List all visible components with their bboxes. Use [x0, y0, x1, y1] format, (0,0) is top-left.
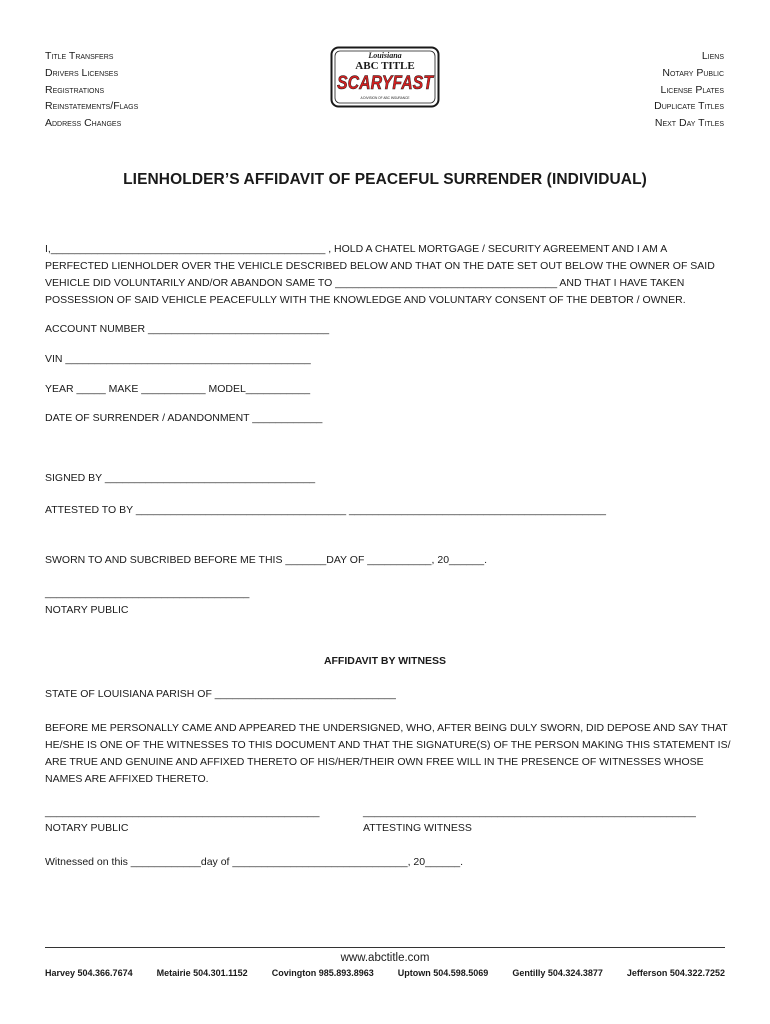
year-make-model-field[interactable]: YEAR _____ MAKE ___________ MODEL___________: [45, 383, 311, 395]
service-item: Reinstatements/Flags: [45, 100, 139, 113]
attested-by-field[interactable]: ATTESTED TO BY ____________________________________ ____________________________________________: [45, 504, 606, 516]
service-item: Notary Public: [662, 66, 724, 79]
footer-divider: [45, 947, 725, 948]
service-item: Address Changes: [45, 117, 122, 130]
intro-paragraph: [45, 241, 735, 309]
date-surrender-field[interactable]: DATE OF SURRENDER / ADANDONMENT ____________: [45, 412, 323, 424]
logo-tagline: A DIVISION OF ABC INSURANCE: [360, 96, 410, 100]
service-item: Registrations: [45, 83, 105, 96]
office-jefferson: Jefferson 504.322.7252: [626, 968, 725, 978]
state-parish-field[interactable]: STATE OF LOUISIANA PARISH OF _______________________________: [45, 688, 396, 700]
office-list: [45, 968, 725, 978]
intro-line: VEHICLE DID VOLUNTARILY AND/OR ABANDON SAME TO ______________________________________ AND THAT I HAVE TAKEN: [45, 277, 685, 289]
document-title: LIENHOLDER’S AFFIDAVIT OF PEACEFUL SURRENDER (INDIVIDUAL): [123, 171, 647, 188]
services-left: [45, 48, 138, 132]
notary-signature-line[interactable]: ___________________________________: [45, 587, 250, 599]
witness-line: HE/SHE IS ONE OF THE WITNESSES TO THIS DOCUMENT AND THAT THE SIGNATURE(S) OF THE PERSON MAKING THIS STATEMENT IS/: [45, 739, 731, 751]
service-item: Duplicate Titles: [654, 100, 724, 113]
attesting-witness-signature-line[interactable]: _________________________________________________________: [363, 806, 696, 818]
abc-title-logo: [330, 46, 440, 108]
intro-line: I,_______________________________________________ , HOLD A CHATEL MORTGAGE / SECURITY AGREEMENT AND I AM A: [45, 243, 668, 255]
office-metairie: Metairie 504.301.1152: [156, 968, 248, 978]
office-harvey: Harvey 504.366.7674: [45, 968, 133, 978]
witness-heading: AFFIDAVIT BY WITNESS: [323, 655, 447, 667]
witness-paragraph: [45, 720, 735, 788]
office-gentilly: Gentilly 504.324.3877: [512, 968, 603, 978]
intro-line: PERFECTED LIENHOLDER OVER THE VEHICLE DESCRIBED BELOW AND THAT ON THE DATE SET OUT BELOW THE OWNER OF SAID: [45, 260, 715, 272]
service-item: Liens: [701, 50, 724, 62]
service-item: Drivers Licenses: [45, 66, 119, 79]
account-number-field[interactable]: ACCOUNT NUMBER _______________________________: [45, 323, 330, 335]
witness-line: BEFORE ME PERSONALLY CAME AND APPEARED THE UNDERSIGNED, WHO, AFTER BEING DULY SWORN, DID DEPOSE AND SAY THAT: [45, 722, 728, 734]
website-link[interactable]: www.abctitle.com: [340, 952, 430, 964]
service-item: Next Day Titles: [654, 117, 724, 130]
logo-top: Louisiana: [368, 51, 402, 60]
witness-line: NAMES ARE AFFIXED THERETO.: [45, 773, 209, 785]
intro-line: POSSESSION OF SAID VEHICLE PEACEFULLY WITH THE KNOWLEDGE AND VOLUNTARY CONSENT OF THE DEBTOR / OWNER.: [45, 294, 686, 306]
services-right: [654, 48, 724, 132]
sworn-statement-field[interactable]: SWORN TO AND SUBCRIBED BEFORE ME THIS _______DAY OF ___________, 20______.: [45, 554, 487, 566]
office-uptown: Uptown 504.598.5069: [397, 968, 489, 978]
vin-field[interactable]: VIN __________________________________________: [45, 353, 311, 365]
attesting-witness-label: ATTESTING WITNESS: [363, 822, 472, 834]
witness-notary-label: NOTARY PUBLIC: [45, 822, 129, 834]
witness-line: ARE TRUE AND GENUINE AND AFFIXED THERETO OF HIS/HER/THEIR OWN FREE WILL IN THE PRESENCE OF WITNESSES WHOSE: [45, 756, 704, 768]
service-item: License Plates: [660, 83, 724, 96]
notary-public-label: NOTARY PUBLIC: [45, 604, 129, 616]
signed-by-field[interactable]: SIGNED BY ____________________________________: [45, 472, 316, 484]
notary-signature-line-witness[interactable]: _______________________________________________: [45, 806, 320, 818]
service-item: Title Transfers: [45, 50, 114, 62]
witnessed-on-field[interactable]: Witnessed on this ____________day of ______________________________, 20______.: [45, 856, 464, 868]
logo-brand: SCARYFAST: [337, 73, 435, 94]
office-covington: Covington 985.893.8963: [271, 968, 374, 978]
logo-name: ABC TITLE: [355, 60, 415, 72]
